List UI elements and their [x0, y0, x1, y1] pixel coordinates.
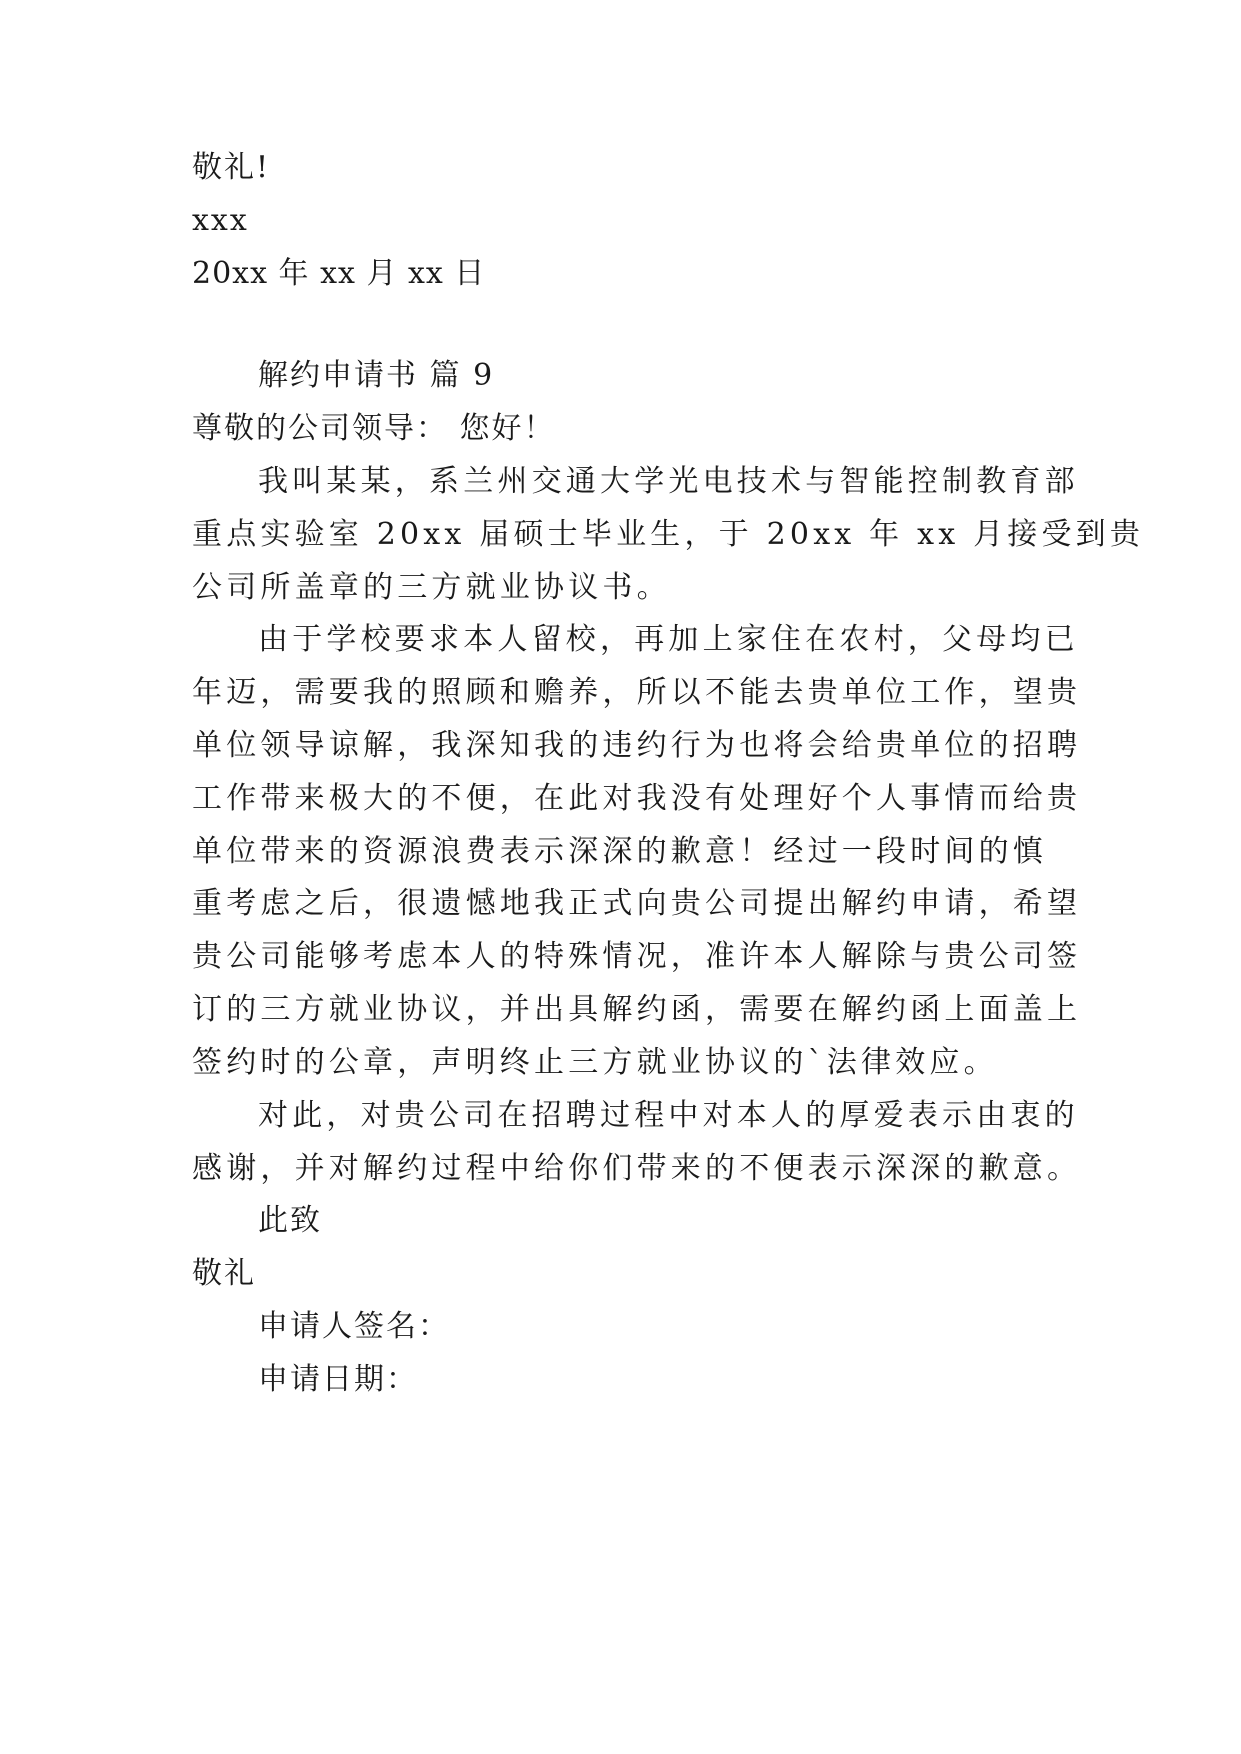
date-label: 申请日期：	[258, 1362, 418, 1397]
paragraph-line: 由于学校要求本人留校，再加上家住在农村，父母均已	[258, 622, 1079, 657]
paragraph-line: 单位领导谅解，我深知我的违约行为也将会给贵单位的招聘	[192, 728, 1082, 763]
prev-date: 20xx 年 xx 月 xx 日	[192, 256, 486, 291]
closing-phrase: 此致	[258, 1203, 322, 1238]
paragraph-line: 公司所盖章的三方就业协议书。	[192, 570, 671, 605]
prev-salute: 敬礼!	[192, 150, 271, 185]
paragraph-line: 感谢，并对解约过程中给你们带来的不便表示深深的歉意。	[192, 1151, 1082, 1186]
paragraph-line: 年迈，需要我的照顾和赡养，所以不能去贵单位工作，望贵	[192, 675, 1082, 710]
paragraph-line: 订的三方就业协议，并出具解约函，需要在解约函上面盖上	[192, 992, 1082, 1027]
paragraph-line: 重点实验室 20xx 届硕士毕业生，于 20xx 年 xx 月接受到贵	[192, 517, 1145, 552]
paragraph-line: 贵公司能够考虑本人的特殊情况，准许本人解除与贵公司签	[192, 939, 1082, 974]
paragraph-line: 对此，对贵公司在招聘过程中对本人的厚爱表示由衷的	[258, 1098, 1079, 1133]
section-heading: 解约申请书 篇 9	[258, 358, 495, 393]
paragraph-line: 我叫某某，系兰州交通大学光电技术与智能控制教育部	[258, 464, 1079, 499]
paragraph-line: 签约时的公章，声明终止三方就业协议的`法律效应。	[192, 1045, 998, 1080]
greeting: 尊敬的公司领导： 您好！	[192, 411, 556, 446]
paragraph-line: 重考虑之后，很遗憾地我正式向贵公司提出解约申请，希望	[192, 886, 1082, 921]
salute: 敬礼	[192, 1256, 256, 1291]
paragraph-line: 单位带来的资源浪费表示深深的歉意！经过一段时间的慎	[192, 834, 1047, 869]
paragraph-line: 工作带来极大的不便，在此对我没有处理好个人事情而给贵	[192, 781, 1082, 816]
signature-label: 申请人签名：	[258, 1309, 450, 1344]
prev-signer-name: xxx	[192, 203, 249, 238]
